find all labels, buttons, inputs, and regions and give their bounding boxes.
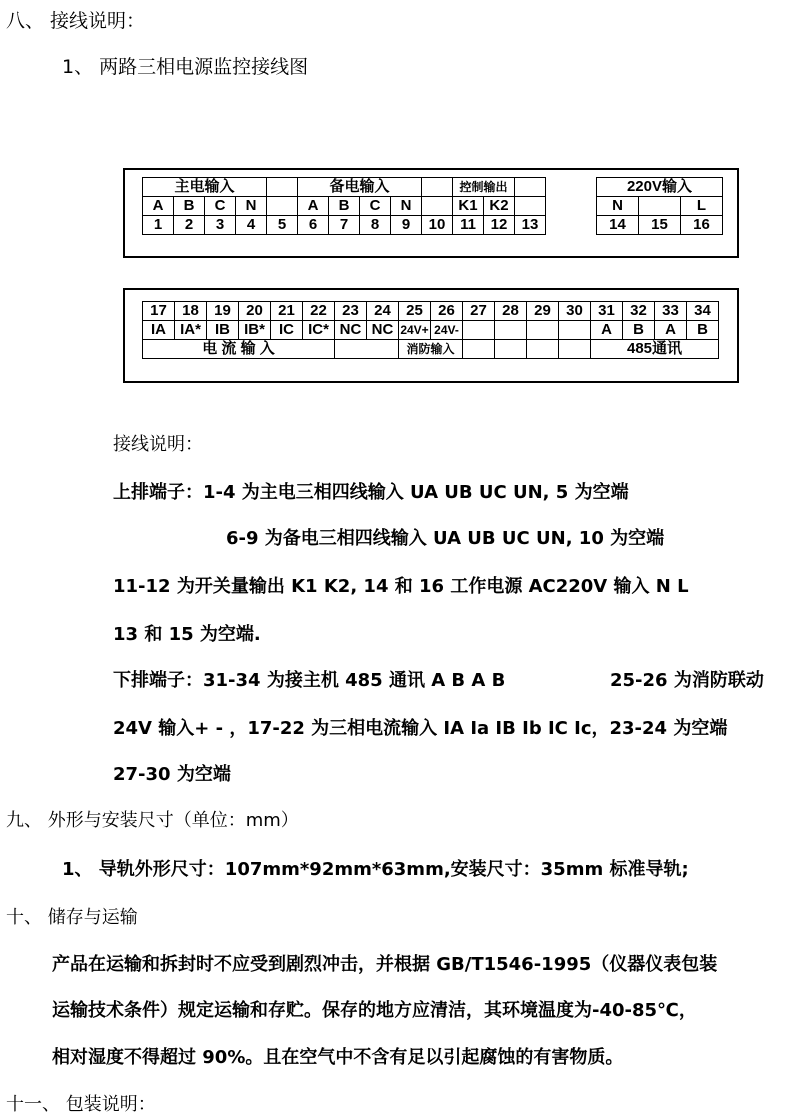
terminal-label [515, 197, 546, 216]
terminal-label: N [236, 197, 267, 216]
section-9-item: 1、 导轨外形尺寸：107mm*92mm*63mm,安装尺寸：35mm 标准导轨; [62, 859, 689, 880]
notes-line-1: 上排端子：1-4 为主电三相四线输入 UA UB UC UN, 5 为空端 [113, 482, 629, 503]
terminal-label: NC [335, 321, 367, 340]
terminal-number: 5 [267, 216, 298, 235]
terminal-number: 9 [391, 216, 422, 235]
terminal-number: 31 [591, 302, 623, 321]
terminal-number: 17 [143, 302, 175, 321]
terminal-label: IB [207, 321, 239, 340]
terminal-number: 18 [175, 302, 207, 321]
terminal-label [495, 321, 527, 340]
notes-line-5a: 下排端子：31-34 为接主机 485 通讯 A B A B [113, 670, 506, 691]
terminal-number: 19 [207, 302, 239, 321]
terminal-number: 20 [239, 302, 271, 321]
section-10-title: 十、 储存与运输 [6, 907, 138, 928]
terminal-label: IC* [303, 321, 335, 340]
terminal-number: 15 [639, 216, 681, 235]
terminal-label [267, 197, 298, 216]
spacer-cell [515, 178, 546, 197]
terminal-label: A [591, 321, 623, 340]
terminal-label: K2 [484, 197, 515, 216]
terminal-number: 29 [527, 302, 559, 321]
terminal-label [559, 321, 591, 340]
notes-line-3: 11-12 为开关量输出 K1 K2, 14 和 16 工作电源 AC220V 输入 N L [113, 576, 689, 597]
top-terminal-table [142, 177, 546, 235]
notes-line-6: 24V 输入+ - ，17-22 为三相电流输入 IA Ia IB Ib IC Ic，23-24 为空端 [113, 718, 728, 739]
section-10-para-3: 相对湿度不得超过 90%。且在空气中不含有足以引起腐蚀的有害物质。 [52, 1047, 624, 1068]
terminal-label: B [623, 321, 655, 340]
terminal-label [527, 321, 559, 340]
terminal-label: K1 [453, 197, 484, 216]
terminal-label: 24V+ [399, 321, 431, 340]
section-11-title: 十一、 包装说明： [6, 1094, 156, 1115]
spacer-cell [267, 178, 298, 197]
terminal-number: 11 [453, 216, 484, 235]
terminal-number: 14 [597, 216, 639, 235]
notes-line-7: 27-30 为空端 [113, 764, 231, 785]
terminal-number: 1 [143, 216, 174, 235]
terminal-label: NC [367, 321, 399, 340]
terminal-number: 4 [236, 216, 267, 235]
group-485-comm: 485通讯 [591, 340, 719, 359]
power-terminal-table [596, 177, 723, 235]
terminal-number: 12 [484, 216, 515, 235]
terminal-label: A [655, 321, 687, 340]
terminal-number: 32 [623, 302, 655, 321]
terminal-label: B [174, 197, 205, 216]
terminal-number: 30 [559, 302, 591, 321]
terminal-number: 22 [303, 302, 335, 321]
terminal-number: 28 [495, 302, 527, 321]
group-control-output: 控制输出 [453, 178, 515, 197]
group-current-input: 电 流 输 入 [143, 340, 335, 359]
notes-line-5b: 25-26 为消防联动 [610, 670, 764, 691]
group-power-input: 220V输入 [597, 178, 723, 197]
empty-cell [527, 340, 559, 359]
terminal-label: A [298, 197, 329, 216]
notes-line-4: 13 和 15 为空端. [113, 624, 261, 645]
group-main-input: 主电输入 [143, 178, 267, 197]
empty-cell [495, 340, 527, 359]
terminal-label: N [391, 197, 422, 216]
terminal-number: 16 [681, 216, 723, 235]
terminal-number: 3 [205, 216, 236, 235]
terminal-label: IB* [239, 321, 271, 340]
section-9-title: 九、 外形与安装尺寸（单位：mm） [6, 810, 299, 831]
terminal-number: 23 [335, 302, 367, 321]
empty-cell [335, 340, 399, 359]
terminal-label: 24V- [431, 321, 463, 340]
terminal-number: 2 [174, 216, 205, 235]
terminal-number: 34 [687, 302, 719, 321]
terminal-number: 21 [271, 302, 303, 321]
terminal-label: IA* [175, 321, 207, 340]
terminal-number: 10 [422, 216, 453, 235]
terminal-label: IC [271, 321, 303, 340]
terminal-number: 7 [329, 216, 360, 235]
bottom-terminal-table [142, 301, 719, 359]
terminal-number: 33 [655, 302, 687, 321]
terminal-label: B [329, 197, 360, 216]
group-backup-input: 备电输入 [298, 178, 422, 197]
terminal-number: 6 [298, 216, 329, 235]
spacer-cell [422, 178, 453, 197]
terminal-label: IA [143, 321, 175, 340]
section-8-title: 八、 接线说明： [6, 10, 146, 32]
terminal-label: A [143, 197, 174, 216]
section-8-subtitle: 1、 两路三相电源监控接线图 [62, 56, 309, 78]
empty-cell [559, 340, 591, 359]
section-10-para-2: 运输技术条件）规定运输和存贮。保存的地方应清洁，其环境温度为-40-85℃， [52, 1000, 697, 1021]
terminal-label: N [597, 197, 639, 216]
empty-cell [463, 340, 495, 359]
notes-line-2: 6-9 为备电三相四线输入 UA UB UC UN, 10 为空端 [226, 528, 665, 549]
terminal-label: B [687, 321, 719, 340]
terminal-number: 8 [360, 216, 391, 235]
section-10-para-1: 产品在运输和拆封时不应受到剧烈冲击，并根据 GB/T1546-1995（仪器仪表包装 [52, 954, 718, 975]
terminal-label [639, 197, 681, 216]
terminal-number: 26 [431, 302, 463, 321]
terminal-number: 13 [515, 216, 546, 235]
terminal-label [463, 321, 495, 340]
group-fire-input: 消防输入 [399, 340, 463, 359]
terminal-number: 24 [367, 302, 399, 321]
terminal-number: 27 [463, 302, 495, 321]
terminal-label [422, 197, 453, 216]
terminal-label: C [205, 197, 236, 216]
terminal-label: C [360, 197, 391, 216]
notes-heading: 接线说明： [113, 434, 203, 455]
terminal-label: L [681, 197, 723, 216]
terminal-number: 25 [399, 302, 431, 321]
